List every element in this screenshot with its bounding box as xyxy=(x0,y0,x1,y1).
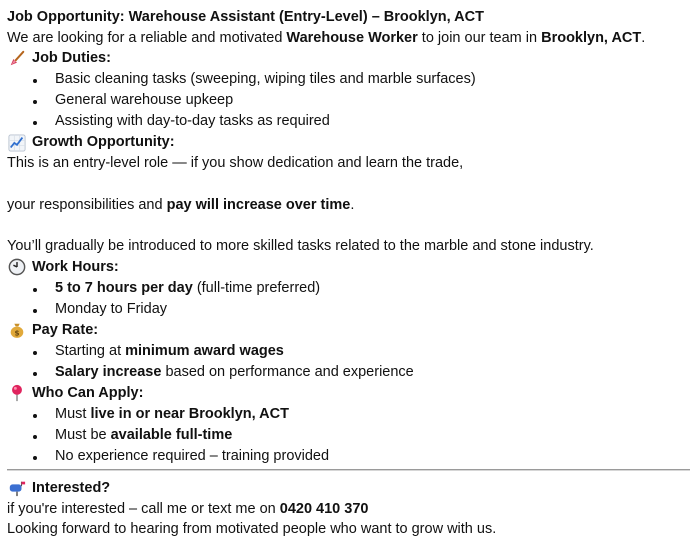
list-item: Basic cleaning tasks (sweeping, wiping tiles and marble surfaces) xyxy=(7,69,690,90)
list-item: No experience required – training provided xyxy=(7,446,690,467)
growth-line-3: You’ll gradually be introduced to more skilled tasks related to the marble and stone industry. xyxy=(7,238,594,254)
broom-icon xyxy=(7,49,26,68)
who-item-1-pre: Must xyxy=(55,405,91,422)
growth-line-2-post: . xyxy=(350,196,355,213)
intro-paragraph xyxy=(7,28,690,49)
pay-minimum-award: minimum award wages xyxy=(125,342,284,359)
intro-text-3: . xyxy=(641,29,646,46)
clock-icon xyxy=(7,258,26,277)
pay-list xyxy=(7,341,690,383)
list-item: Assisting with day-to-day tasks as required xyxy=(7,111,690,132)
growth-line-1: This is an entry-level role — if you show dedication and learn the trade, xyxy=(7,155,464,171)
section-divider xyxy=(7,469,690,471)
job-title: Job Opportunity: Warehouse Assistant (Entry-Level) – Brooklyn, ACT xyxy=(7,9,484,25)
list-item xyxy=(7,278,690,299)
intro-text-2: to join our team in xyxy=(417,29,542,46)
duties-heading-label: Job Duties: xyxy=(32,50,111,67)
hours-heading-label: Work Hours: xyxy=(32,258,119,275)
growth-line-2-pre: your responsibilities and xyxy=(7,196,167,213)
contact-line-1 xyxy=(7,499,690,520)
hours-list xyxy=(7,278,690,320)
list-item: Monday to Friday xyxy=(7,299,690,320)
round-pushpin-icon xyxy=(7,384,26,403)
money-bag-icon xyxy=(7,321,26,340)
who-heading xyxy=(7,383,690,404)
who-location-requirement: live in or near Brooklyn, ACT xyxy=(90,405,289,422)
who-heading-label: Who Can Apply: xyxy=(32,384,144,401)
intro-location: Brooklyn, ACT xyxy=(541,29,642,46)
chart-increasing-icon xyxy=(7,133,26,152)
pay-heading-label: Pay Rate: xyxy=(32,321,99,338)
pay-salary-increase: Salary increase xyxy=(55,363,162,380)
contact-line-2: Looking forward to hearing from motivated people who want to grow with us. xyxy=(7,521,497,537)
growth-line-2 xyxy=(7,195,690,216)
list-item xyxy=(7,341,690,362)
intro-role: Warehouse Worker xyxy=(286,29,418,46)
hours-range: 5 to 7 hours per day xyxy=(55,279,193,296)
duties-list xyxy=(7,69,690,132)
contact-heading-label: Interested? xyxy=(32,479,111,496)
pay-item-1-pre: Starting at xyxy=(55,342,126,359)
pay-item-2-rest: based on performance and experience xyxy=(161,363,414,380)
list-item xyxy=(7,404,690,425)
list-item xyxy=(7,362,690,383)
growth-heading xyxy=(7,132,690,153)
hours-heading xyxy=(7,257,690,278)
intro-text-1: We are looking for a reliable and motivated xyxy=(7,29,287,46)
who-list xyxy=(7,404,690,467)
contact-heading xyxy=(7,478,690,499)
hours-note: (full-time preferred) xyxy=(192,279,321,296)
list-item xyxy=(7,425,690,446)
contact-line-1-pre: if you're interested – call me or text me on xyxy=(7,500,280,517)
mailbox-icon xyxy=(7,479,26,498)
contact-phone-number: 0420 410 370 xyxy=(279,500,369,517)
duties-heading xyxy=(7,48,690,69)
who-availability-requirement: available full-time xyxy=(110,426,233,443)
who-item-2-pre: Must be xyxy=(55,426,111,443)
svg-text:$: $ xyxy=(13,328,20,338)
pay-heading xyxy=(7,320,690,341)
growth-heading-label: Growth Opportunity: xyxy=(32,134,175,151)
growth-pay-increase: pay will increase over time xyxy=(166,196,351,213)
list-item: General warehouse upkeep xyxy=(7,90,690,111)
